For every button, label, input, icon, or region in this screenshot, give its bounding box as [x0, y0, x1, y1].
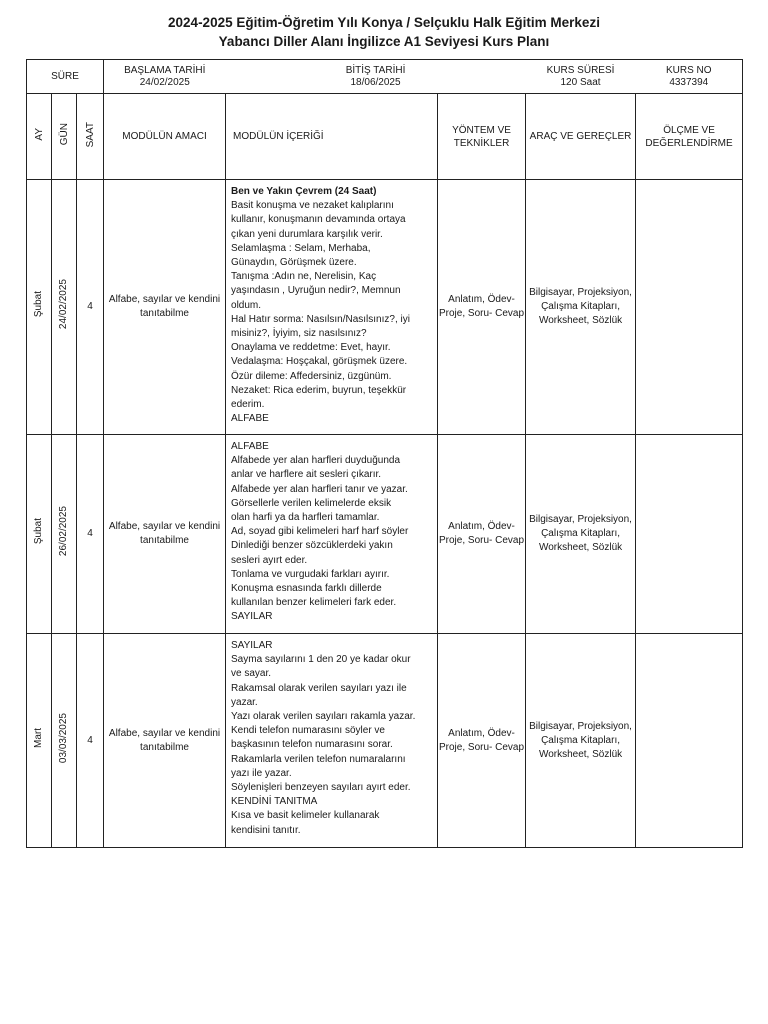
row-methods: Anlatım, Ödev- Proje, Soru- Cevap — [438, 435, 526, 634]
column-header-row — [27, 94, 743, 180]
row-month: Mart — [27, 634, 52, 848]
content-line: KENDİNİ TANITMA — [231, 796, 318, 808]
content-line: misiniz?, İyiyim, siz nasılsınız? — [231, 328, 367, 340]
col-header-olcme: ÖLÇME VE DEĞERLENDİRME — [636, 94, 743, 180]
content-line: ALFABE — [231, 413, 269, 425]
content-line: anlar ve harflere ait sesleri çıkarır. — [231, 469, 382, 481]
content-line: Rakamlarla verilen telefon numaralarını — [231, 753, 406, 765]
content-line: Görsellerle verilen kelimelerde eksik — [231, 497, 392, 509]
duration-label: KURS SÜRESİ — [546, 64, 615, 76]
col-header-amac: MODÜLÜN AMACI — [104, 94, 226, 180]
content-line: ALFABE — [231, 441, 269, 452]
content-line: Kısa ve basit kelimeler kullanarak — [231, 810, 380, 822]
content-line: çıkan yeni durumlara karşılık verir. — [231, 228, 383, 240]
content-line: ve sayar. — [231, 668, 272, 680]
end-date-label: BİTİŞ TARİHİ — [345, 64, 406, 76]
content-line: olan harfi ya da harfleri tamamlar. — [231, 512, 380, 524]
duration-cell — [526, 60, 636, 94]
content-line: yazı ile yazar. — [231, 767, 292, 779]
document-title-line-1: 2024-2025 Eğitim-Öğretim Yılı Konya / Selçuklu Halk Eğitim Merkezi — [168, 15, 600, 30]
content-line: yaşındasın , Uyruğun nedir?, Memnun — [231, 285, 401, 297]
content-line: yazar. — [231, 696, 258, 708]
row-module-content — [226, 634, 438, 848]
table-row — [27, 634, 743, 848]
content-line: Vedalaşma: Hoşçakal, görüşmek üzere. — [231, 356, 408, 368]
col-header-saat: SAAT — [77, 94, 104, 180]
content-heading: Ben ve Yakın Çevrem (24 Saat) — [231, 186, 377, 197]
content-line: Rakamsal olarak verilen sayıları yazı ile — [231, 682, 407, 694]
row-methods: Anlatım, Ödev- Proje, Soru- Cevap — [438, 180, 526, 435]
row-date: 24/02/2025 — [52, 180, 77, 435]
content-line: kullanır, konuşmanın devamında ortaya — [231, 214, 406, 226]
row-evaluation — [636, 435, 743, 634]
end-date-cell — [226, 60, 526, 94]
row-tools: Bilgisayar, Projeksiyon, Çalışma Kitapları, Worksheet, Sözlük — [526, 634, 636, 848]
course-plan-table — [26, 59, 743, 848]
document-title-line-2: Yabancı Diller Alanı İngilizce A1 Seviyesi Kurs Planı — [218, 34, 550, 49]
col-header-icerik: MODÜLÜN İÇERİĞİ — [226, 94, 438, 180]
content-line: sesleri ayırt eder. — [231, 554, 308, 566]
table-row — [27, 180, 743, 435]
start-date-cell — [104, 60, 226, 94]
sure-label: SÜRE — [27, 60, 104, 94]
row-methods: Anlatım, Ödev- Proje, Soru- Cevap — [438, 634, 526, 848]
end-date-value: 18/06/2025 — [350, 76, 401, 88]
info-row — [27, 60, 743, 94]
row-date: 03/03/2025 — [52, 634, 77, 848]
content-line: Günaydın, Görüşmek üzere. — [231, 257, 357, 269]
content-line: Ad, soyad gibi kelimeleri harf harf söyler — [231, 526, 409, 538]
course-no-cell — [636, 60, 743, 94]
course-no-label: KURS NO — [666, 64, 712, 76]
content-line: başkasının telefon numarasını sorar. — [231, 739, 393, 751]
row-hours: 4 — [77, 435, 104, 634]
content-line: Tanışma :Adın ne, Nerelisin, Kaç — [231, 271, 377, 283]
start-date-value: 24/02/2025 — [139, 76, 190, 88]
content-line: SAYILAR — [231, 611, 273, 623]
row-module-aim: Alfabe, sayılar ve kendini tanıtabilme — [104, 180, 226, 435]
row-module-content — [226, 435, 438, 634]
course-no-value: 4337394 — [669, 76, 709, 88]
duration-value: 120 Saat — [560, 76, 601, 88]
row-hours: 4 — [77, 180, 104, 435]
start-date-label: BAŞLAMA TARİHİ — [124, 64, 206, 76]
row-module-aim: Alfabe, sayılar ve kendini tanıtabilme — [104, 634, 226, 848]
content-line: kendisini tanıtır. — [231, 824, 301, 836]
content-line: Yazı olarak verilen sayıları rakamla yazar. — [231, 711, 416, 723]
row-evaluation — [636, 634, 743, 848]
content-line: Hal Hatır sorma: Nasılsın/Nasılsınız?, iyi — [231, 313, 410, 325]
content-line: Basit konuşma ve nezaket kalıplarını — [231, 200, 394, 212]
content-line: Dinlediği benzer sözcüklerdeki yakın — [231, 540, 393, 552]
row-month: Şubat — [27, 180, 52, 435]
row-date: 26/02/2025 — [52, 435, 77, 634]
row-module-content — [226, 180, 438, 435]
content-line: Sayma sayılarını 1 den 20 ye kadar okur — [231, 654, 411, 666]
col-header-ay: AY — [27, 94, 52, 180]
row-month: Şubat — [27, 435, 52, 634]
row-module-aim: Alfabe, sayılar ve kendini tanıtabilme — [104, 435, 226, 634]
content-line: SAYILAR — [231, 640, 273, 651]
content-line: ederim. — [231, 399, 265, 411]
row-hours: 4 — [77, 634, 104, 848]
content-line: kullanılan benzer kelimeleri fark eder. — [231, 597, 397, 609]
col-header-yontem: YÖNTEM VE TEKNİKLER — [438, 94, 526, 180]
content-line: Konuşma esnasında farklı dillerde — [231, 583, 382, 595]
content-line: Kendi telefon numarasını söyler ve — [231, 725, 385, 737]
content-line: oldum. — [231, 299, 262, 311]
content-line: Alfabede yer alan harfleri tanır ve yazar. — [231, 483, 408, 495]
content-line: Selamlaşma : Selam, Merhaba, — [231, 242, 371, 254]
content-line: Söylenişleri benzeyen sayıları ayırt eder. — [231, 782, 411, 794]
content-line: Özür dileme: Affedersiniz, üzgünüm. — [231, 370, 392, 382]
col-header-arac: ARAÇ VE GEREÇLER — [526, 94, 636, 180]
col-header-gun: GÜN — [52, 94, 77, 180]
row-tools: Bilgisayar, Projeksiyon, Çalışma Kitapları, Worksheet, Sözlük — [526, 435, 636, 634]
row-tools: Bilgisayar, Projeksiyon, Çalışma Kitapları, Worksheet, Sözlük — [526, 180, 636, 435]
content-line: Alfabede yer alan harfleri duyduğunda — [231, 455, 401, 467]
content-line: Onaylama ve reddetme: Evet, hayır. — [231, 342, 391, 354]
content-line: Tonlama ve vurgudaki farkları ayırır. — [231, 568, 390, 580]
table-row — [27, 435, 743, 634]
row-evaluation — [636, 180, 743, 435]
content-line: Nezaket: Rica ederim, buyrun, teşekkür — [231, 384, 407, 396]
